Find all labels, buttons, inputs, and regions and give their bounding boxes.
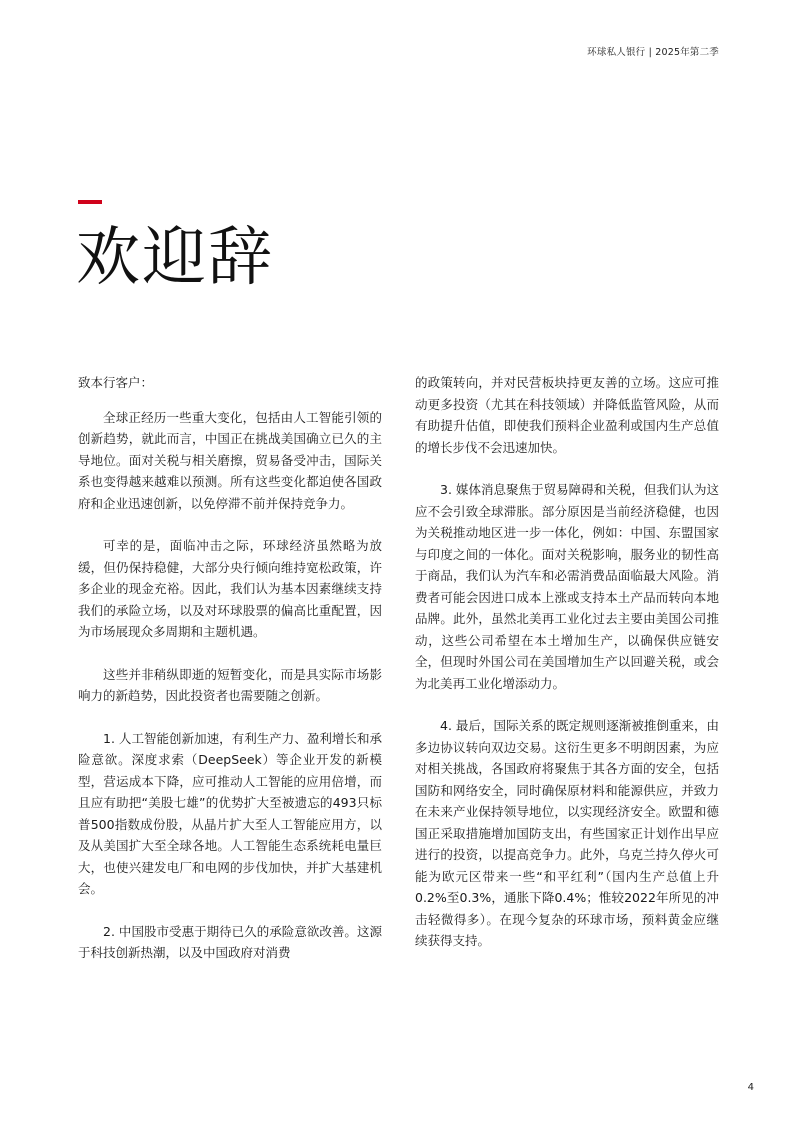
paragraph: 3. 媒体消息聚焦于贸易障碍和关税，但我们认为这应不会引致全球滞胀。部分原因是当前经济稳健，也因为关税推动地区进一步一体化，例如：中国、东盟国家与印度之间的一体化。面对关税影响，服务业的韧性高于商品，我们认为汽车和必需消费品面临最大风险。消费者可能会因进口成本上涨或支持本土产品而转向本地品牌。此外，虽然北美再工业化过去主要由美国公司推动，这些公司希望在本土增加生产，以确保供应链安全，但现时外国公司在美国增加生产以回避关税，或会为北美再工业化增添动力。 [415, 482, 719, 691]
right-column [415, 372, 719, 973]
paragraph: 这些并非稍纵即逝的短暂变化，而是具实际市场影响力的新趋势，因此投资者也需要随之创新。 [78, 666, 382, 703]
salutation: 致本行客户： [78, 375, 154, 390]
page-title: 欢迎辞 [76, 221, 274, 295]
paragraph: 4. 最后，国际关系的既定规则逐渐被推倒重来，由多边协议转向双边交易。这衍生更多不明朗因素，为应对相关挑战，各国政府将聚焦于其各方面的安全，包括国防和网络安全，同时确保原材料和能源供应，并致力在未来产业保持领导地位，以实现经济安全。欧盟和德国正采取措施增加国防支出，有些国家正计划作出早应进行的投资，以提高竞争力。此外，乌克兰持久停火可能为欧元区带来一些“和平红利”（国内生产总值上升0.2%至0.3%，通胀下降0.4%；惟较2022年所见的冲击轻微得多）。在现今复杂的环球市场，预料黄金应继续获得支持。 [415, 718, 719, 948]
paragraph: 可幸的是，面临冲击之际，环球经济虽然略为放缓，但仍保持稳健，大部分央行倾向维持宽松政策，许多企业的现金充裕。因此，我们认为基本因素继续支持我们的承险立场，以及对环球股票的偏高比重配置，因为市场展现众多周期和主题机遇。 [78, 538, 382, 639]
paragraph-continuation: 的政策转向，并对民营板块持更友善的立场。这应可推动更多投资（尤其在科技领域）并降低监管风险，从而有助提升估值，即使我们预料企业盈利或国内生产总值的增长步伐不会迅速加快。 [415, 375, 719, 455]
running-header: 环球私人银行 | 2025年第二季 [587, 47, 719, 58]
paragraph: 2. 中国股市受惠于期待已久的承险意欲改善。这源于科技创新热潮，以及中国政府对消费 [78, 923, 382, 960]
left-column [78, 372, 382, 985]
paragraph: 全球正经历一些重大变化，包括由人工智能引领的创新趋势，就此而言，中国正在挑战美国确立已久的主导地位。面对关税与相关磨擦，贸易备受冲击，国际关系也变得越来越难以预测。所有这些变化都迫使各国政府和企业迅速创新，以免停滞不前并保持竞争力。 [78, 409, 382, 511]
title-accent-bar [78, 200, 102, 204]
paragraph: 1. 人工智能创新加速，有利生产力、盈利增长和承险意欲。深度求索（DeepSeek）等企业开发的新模型，营运成本下降，应可推动人工智能的应用倍增，而且应有助把“美股七雄”的优势扩大至被遗忘的493只标普500指数成份股，从晶片扩大至人工智能应用方，以及从美国扩大至全球各地。人工智能生态系统耗电量巨大，也使兴建发电厂和电网的步伐加快，并扩大基建机会。 [78, 730, 382, 896]
page-number: 4 [747, 1082, 754, 1093]
